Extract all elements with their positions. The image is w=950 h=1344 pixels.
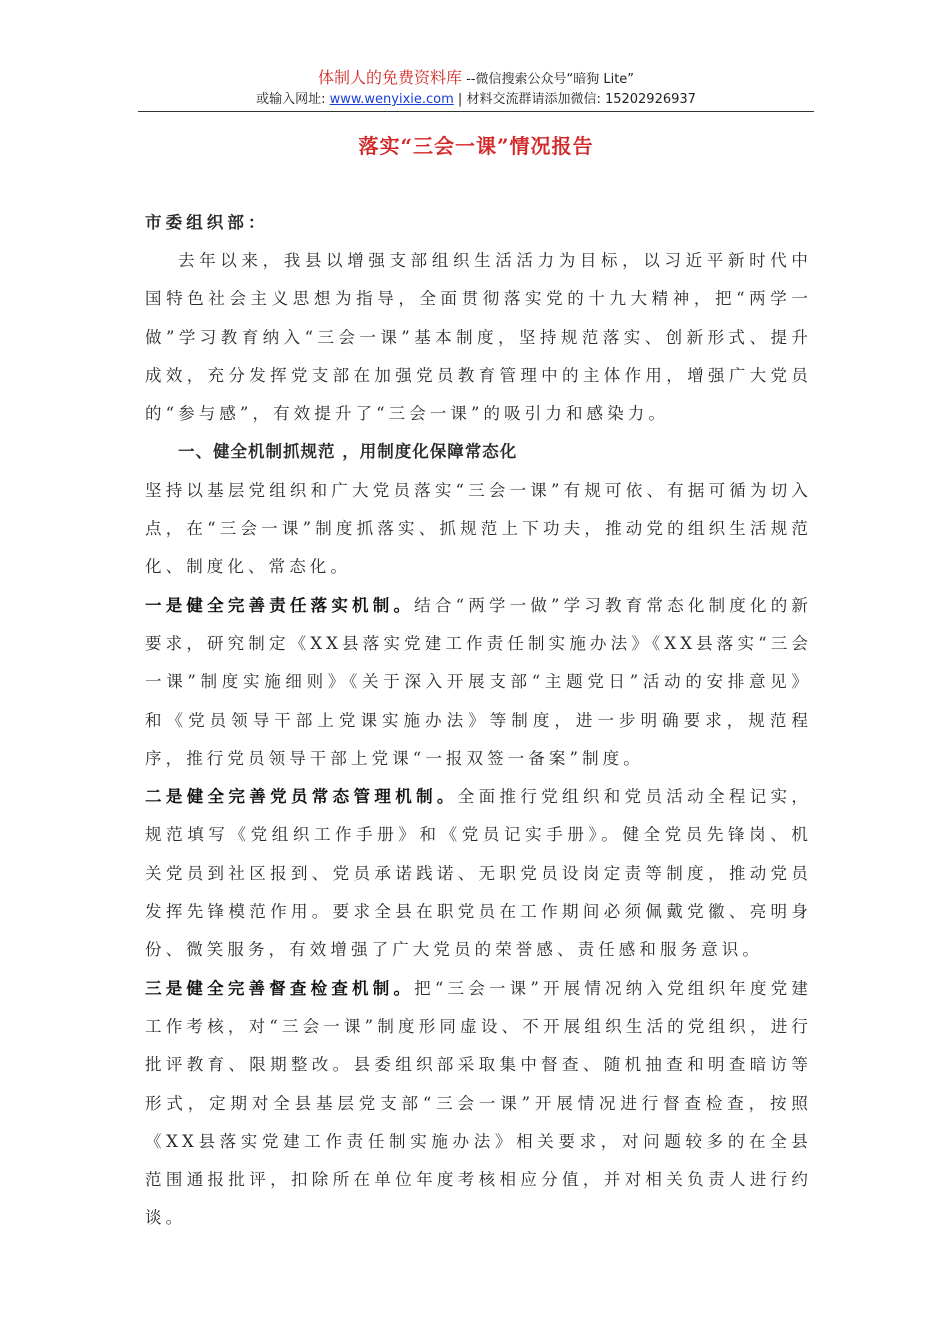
header-line-brand (138, 68, 814, 90)
intro-paragraph: 去年以来，我县以增强支部组织生活活力为目标，以习近平新时代中国特色社会主义思想为指导，全面贯彻落实党的十九大精神，把“两学一做”学习教育纳入“三会一课”基本制度，坚持规范落实、创新形式、提升成效，充分发挥党支部在加强党员教育管理中的主体作用，增强广大党员的“参与感”，有效提升了“三会一课”的吸引力和感染力。 (145, 251, 812, 424)
header-divider (138, 111, 814, 112)
item-text: 结合“两学一做”学习教育常态化制度化的新要求，研究制定《XX县落实党建工作责任制实施办法》《XX县落实“三会一课”制度实施细则》《关于深入开展支部“主题党日”活动的安排意见》和《党员领导干部上党课实施办法》等制度，进一步明确要求，规范程序，推行党员领导干部上党课“一报双签一备案”制度。 (145, 595, 812, 768)
site-link[interactable]: www.wenyixie.com (329, 92, 454, 107)
section-heading: 一、健全机制抓规范 ，用制度化保障常态化 (178, 442, 518, 462)
brand-name: 体制人的免费资料库 (317, 68, 462, 87)
list-item (145, 778, 812, 969)
header-line-contact (138, 90, 814, 110)
list-item (145, 587, 812, 778)
contact-info: | 材料交流群请添加微信: 15202926937 (453, 92, 696, 107)
item-lead: 三是健全完善督查检查机制。 (145, 978, 415, 998)
item-text: 把“三会一课”开展情况纳入党组织年度党建工作考核，对“三会一课”制度形同虚设、不开展组织生活的党组织，进行批评教育、限期整改。县委组织部采取集中督查、随机抽查和明查暗访等形式，定期对全县基层党支部“三会一课”开展情况进行督查检查，按照《XX县落实党建工作责任制实施办法》相关要求，对问题较多的在全县范围通报批评，扣除所在单位年度考核相应分值，并对相关负责人进行约谈。 (145, 978, 812, 1228)
item-lead: 一是健全完善责任落实机制。 (145, 595, 415, 615)
site-prefix: 或输入网址: (256, 92, 330, 107)
wechat-note: --微信搜索公众号“暗狗 Lite” (461, 72, 635, 87)
salutation: 市委组织部： (145, 213, 269, 232)
page-header (138, 68, 814, 110)
item-lead: 二是健全完善党员常态管理机制。 (145, 787, 458, 807)
item-text: 全面推行党组织和党员活动全程记实，规范填写《党组织工作手册》和《党员记实手册》。健全党员先锋岗、机关党员到社区报到、党员承诺践诺、无职党员设岗定责等制度，推动党员发挥先锋模范作用。要求全县在职党员在工作期间必须佩戴党徽、亮明身份、微笑服务，有效增强了广大党员的荣誉感、责任感和服务意识。 (145, 787, 813, 960)
document-title: 落实“三会一课”情况报告 (358, 134, 594, 158)
document-body (145, 204, 812, 1238)
list-item (145, 970, 812, 1238)
section-summary: 坚持以基层党组织和广大党员落实“三会一课”有规可依、有据可循为切入点，在“三会一课”制度抓落实、抓规范上下功夫，推动党的组织生活规范化、制度化、常态化。 (145, 480, 812, 577)
